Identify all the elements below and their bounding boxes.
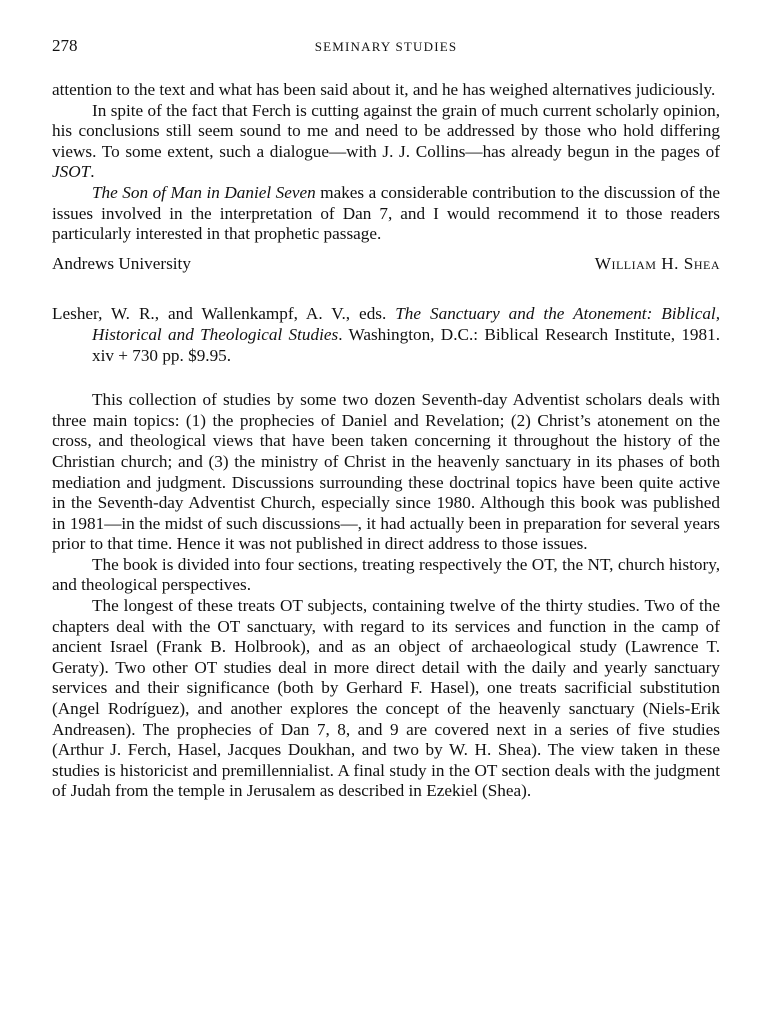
- review-signature: [52, 254, 720, 275]
- review2-body: [52, 390, 720, 802]
- citation-publication: . Washington, D.C.: Biblical Research Institute, 1981. xiv + 730 pp. $9.95.: [92, 324, 720, 365]
- page-header: [52, 36, 720, 60]
- citation-authors: Lesher, W. R., and Wallenkampf, A. V., eds.: [52, 304, 396, 324]
- reviewer-name: William H. Shea: [594, 253, 720, 273]
- review1-paragraph-2-text: In spite of the fact that Ferch is cutting against the grain of much current scholarly opinion, his conclusions still seem sound to me and need to be addressed by those who hold differing views. To some extent, such a dialogue—with J. J. Collins—has already begun in the pages of: [52, 100, 720, 161]
- journal-title: JSOT: [52, 162, 91, 182]
- page-body: [52, 80, 720, 802]
- review2-paragraph-1: This collection of studies by some two dozen Seventh-day Adventist scholars deals with three main topics: (1) the prophecies of Daniel and Revelation; (2) Christ’s atonement on the cross, and theological views that have been taken concerning it throughout the history of the Christian church; and (3) the ministry of Christ in the heavenly sanctuary in its phases of both mediation and judgment. Discussions surrounding these doctrinal topics have been quite active in the Seventh-day Adventist Church, especially since 1980. Although this book was published in 1981—in the midst of such discussions—, it had actually been in preparation for several years prior to that time. Hence it was not published in direct address to those issues.: [52, 390, 720, 554]
- review1-paragraph-3-text: makes a considerable contribution to the discussion of the issues involved in the interpretation of Dan 7, and I would recommend it to those readers particularly interested in that prophetic passage.: [52, 182, 720, 244]
- review1-paragraph-2: [52, 101, 720, 183]
- running-head: SEMINARY STUDIES: [314, 39, 458, 54]
- book-title: The Son of Man in Daniel Seven: [92, 182, 316, 202]
- review1-paragraph-1: attention to the text and what has been said about it, and he has weighed alternatives judiciously.: [52, 80, 716, 99]
- review2-paragraph-3: The longest of these treats OT subjects, containing twelve of the thirty studies. Two of the chapters deal with the OT sanctuary, with regard to its services and function in the camp of ancient Israel (Frank B. Holbrook), and as an object of archaeological study (Lawrence T. Geraty). Two other OT studies deal in more direct detail with the daily and yearly sanctuary services and their significance (both by Gerhard F. Hasel), one treats sacrificial substitution (Angel Rodríguez), and another explores the concept of the heavenly sanctuary (Niels-Erik Andreasen). The prophecies of Dan 7, 8, and 9 are covered next in a series of five studies (Arthur J. Ferch, Hasel, Jacques Doukhan, and two by W. H. Shea). The view taken in these studies is historicist and premillennialist. A final study in the OT section deals with the judgment of Judah from the temple in Jerusalem as described in Ezekiel (Shea).: [52, 596, 720, 801]
- review1-paragraph-3: [52, 183, 720, 245]
- book-citation: [52, 304, 720, 366]
- review1-paragraph-2-end: .: [90, 162, 95, 182]
- review2-paragraph-2: The book is divided into four sections, treating respectively the OT, the NT, church history, and theological perspectives.: [52, 554, 720, 595]
- reviewer-institution: Andrews University: [52, 253, 191, 273]
- citation-title: The Sanctuary and the Atonement: Biblical, Historical and Theological Studies: [92, 304, 720, 344]
- page-number: 278: [52, 36, 78, 55]
